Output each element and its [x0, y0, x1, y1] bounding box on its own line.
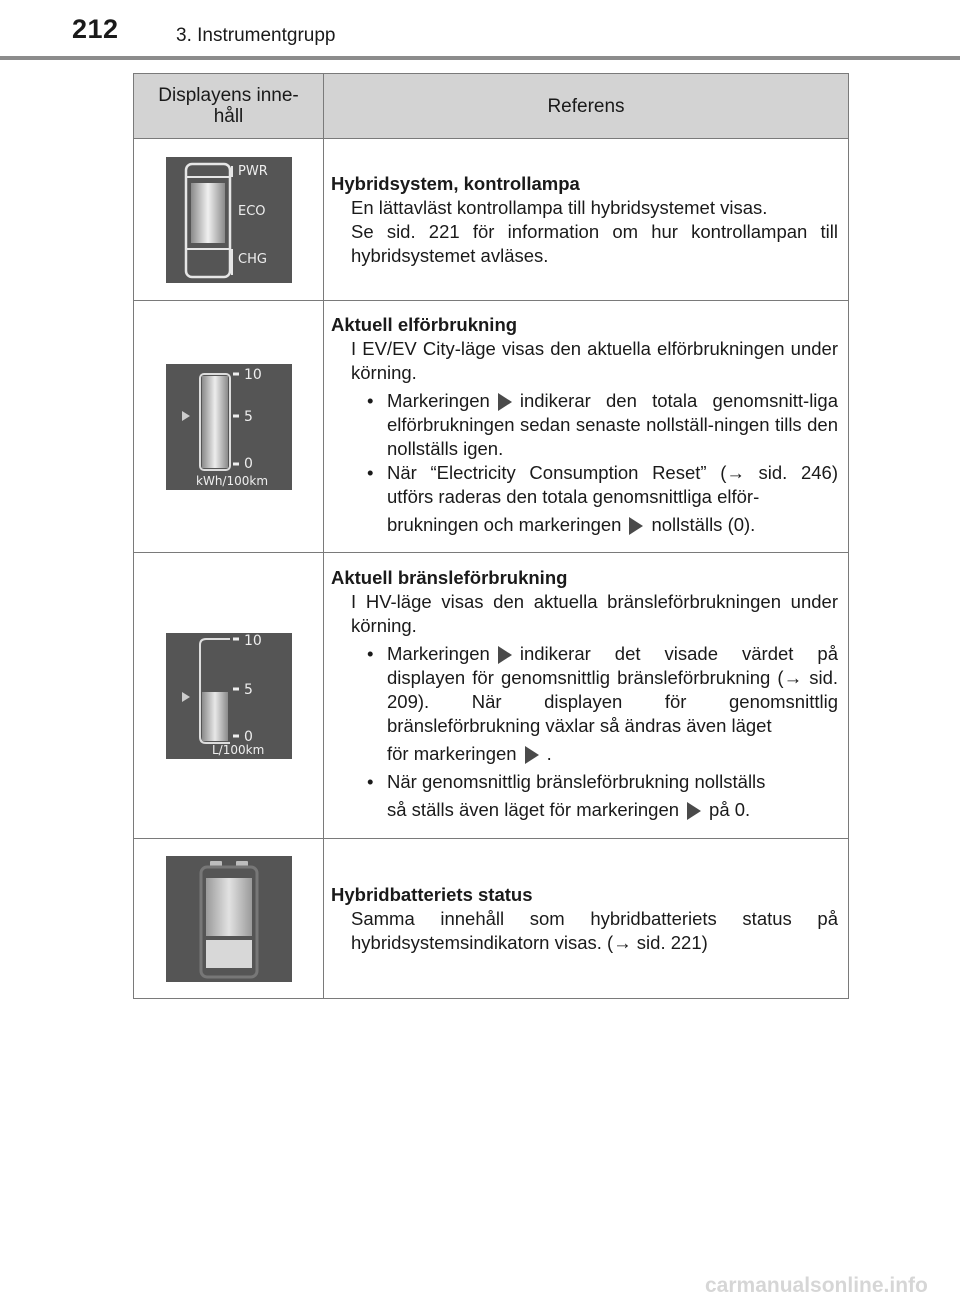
- bullet-list: [331, 389, 838, 541]
- reference-cell: [324, 553, 849, 839]
- header-rule: [0, 56, 960, 60]
- column-header-display: [134, 74, 324, 139]
- list-item: [367, 461, 838, 541]
- list-item: [367, 642, 838, 770]
- bullet-text: på 0.: [709, 798, 751, 820]
- row-body: Samma innehåll som hybridbatteriets status på hybridsystemsindikatorn visas. (→ sid. 221): [351, 907, 838, 953]
- bullet-list: [331, 642, 838, 826]
- bullet-text: indikerar det visade värdet på displayen för genomsnittlig bränsleförbrukning (→ sid. 209). När displayen för genomsnittlig bränsleförbrukning växlar så ändras även läget: [387, 642, 838, 736]
- bullet-text: nollställs (0).: [651, 513, 756, 535]
- tick-label: 10: [243, 632, 262, 649]
- chg-label: CHG: [237, 251, 267, 267]
- tick-label: 0: [243, 455, 253, 472]
- tick-label: 5: [243, 408, 253, 425]
- watermark-logo: [705, 1272, 955, 1298]
- row-title: Hybridsystem, kontrollampa: [331, 172, 580, 194]
- chapter-title: 3. Instrumentgrupp: [176, 25, 336, 46]
- list-item: [367, 389, 838, 461]
- unit-label: kWh/100km: [195, 473, 268, 488]
- table-row: [134, 301, 849, 553]
- bullet-text: .: [546, 742, 552, 764]
- column-header-display-line2: håll: [213, 106, 244, 127]
- eco-label: ECO: [237, 203, 266, 219]
- tick-label: 0: [243, 728, 253, 745]
- display-cell: [134, 139, 324, 301]
- bullet-text: Markeringen: [387, 389, 490, 411]
- row-body: I HV-läge visas den aktuella bränsleförbrukningen under körning.: [351, 590, 838, 636]
- reference-table: [133, 73, 849, 999]
- marker-icon: [525, 746, 539, 764]
- reference-cell: [324, 839, 849, 999]
- tick-label: 10: [243, 366, 262, 383]
- display-cell: [134, 839, 324, 999]
- svg-text:carmanualsonline.info: carmanualsonline.info: [705, 1274, 928, 1297]
- bullet-text: Markeringen: [387, 642, 490, 664]
- bullet-text: brukningen och markeringen: [387, 513, 622, 535]
- column-header-display-line1: Displayens inne-: [158, 85, 299, 106]
- table-header-row: [134, 74, 849, 139]
- row-title: Hybridbatteriets status: [331, 883, 533, 905]
- column-header-reference: Referens: [324, 74, 849, 139]
- bullet-text: för markeringen: [387, 742, 517, 764]
- row-body-line1: En lättavläst kontrollampa till hybridsystemet visas.: [351, 196, 768, 218]
- fuel-consumption-gauge-image: [166, 633, 292, 759]
- hybrid-battery-status-image: [166, 856, 292, 982]
- bullet-text: När genomsnittlig bränsleförbrukning nollställs: [387, 770, 766, 792]
- pwr-label: PWR: [237, 163, 268, 179]
- table-row: [134, 139, 849, 301]
- row-body-line2: Se sid. 221 för information om hur kontrollampan till hybridsystemet avläses.: [351, 220, 838, 266]
- row-title: Aktuell elförbrukning: [331, 313, 518, 335]
- reference-cell: [324, 139, 849, 301]
- reference-cell: [324, 301, 849, 553]
- list-item: [367, 770, 838, 826]
- tick-label: 5: [243, 681, 253, 698]
- hybrid-system-indicator-image: [166, 157, 292, 283]
- display-cell: [134, 553, 324, 839]
- unit-label: L/100km: [211, 742, 264, 757]
- marker-icon: [629, 517, 643, 535]
- page-number: 212: [72, 14, 119, 44]
- electricity-consumption-gauge-image: [166, 364, 292, 490]
- row-body: I EV/EV City-läge visas den aktuella elförbrukningen under körning.: [351, 337, 838, 383]
- table-row: [134, 839, 849, 999]
- marker-icon: [498, 646, 512, 664]
- table-row: [134, 553, 849, 839]
- marker-icon: [687, 802, 701, 820]
- display-cell: [134, 301, 324, 553]
- bullet-text: När “Electricity Consumption Reset” (→ sid. 246) utförs raderas den totala genomsnittliga elför-: [387, 461, 838, 507]
- bullet-text: indikerar den totala genomsnitt-liga elförbrukningen sedan senaste nollställ-ningen tills den nollställs igen.: [387, 389, 838, 459]
- bullet-text: så ställs även läget för markeringen: [387, 798, 680, 820]
- marker-icon: [498, 393, 512, 411]
- row-title: Aktuell bränsleförbrukning: [331, 566, 568, 588]
